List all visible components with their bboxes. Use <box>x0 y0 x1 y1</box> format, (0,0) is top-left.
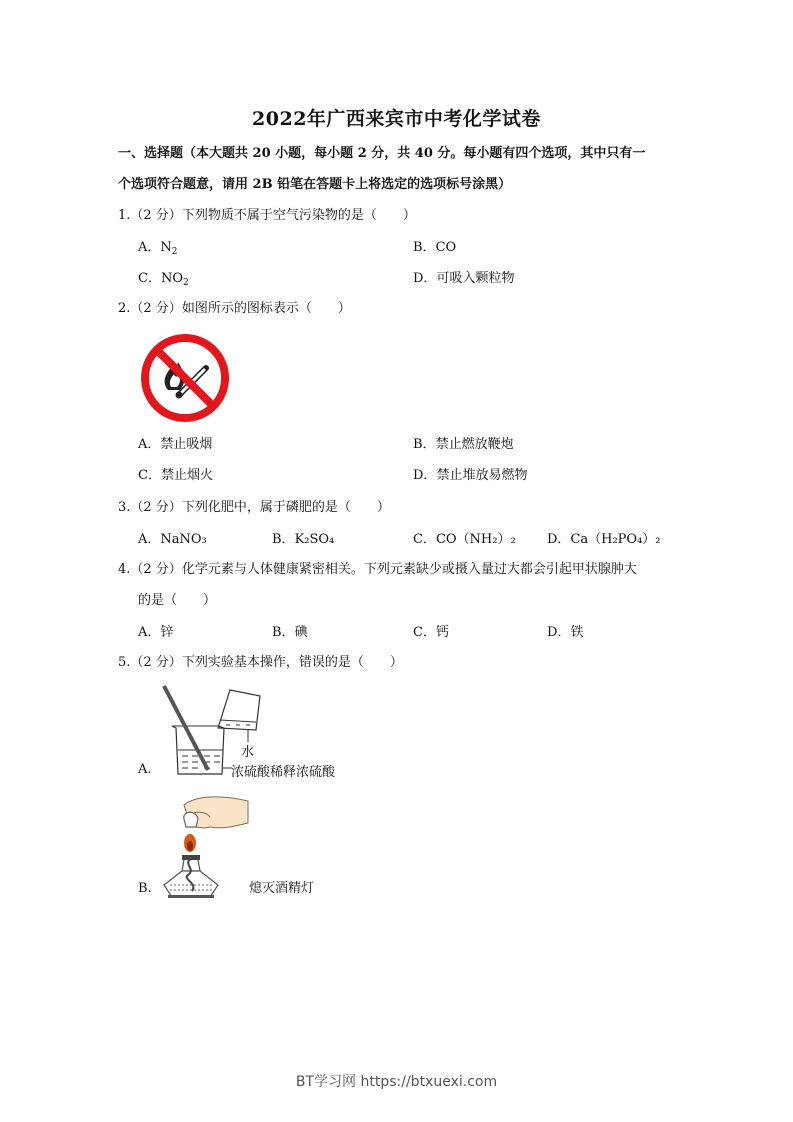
page-title: 2022年广西来宾市中考化学试卷 <box>252 108 541 130</box>
question-score: （2 分） <box>130 301 182 316</box>
option-label: C． <box>413 625 436 640</box>
option-caption: 稀释浓硫酸 <box>270 765 336 780</box>
option-label: A． <box>138 532 161 547</box>
option-text: K₂SO₄ <box>294 532 335 547</box>
option-label: D． <box>547 625 571 640</box>
option-text: NO <box>160 271 183 286</box>
option-text: 钙 <box>435 625 449 640</box>
q4-option-d <box>547 625 583 641</box>
q1-option-b <box>413 240 456 256</box>
option-text: N <box>160 240 172 255</box>
q3-option-c <box>413 532 516 548</box>
acid-label-text: 浓硫酸 <box>231 765 271 780</box>
option-text: 禁止吸烟 <box>160 437 213 452</box>
option-caption: 熄灭酒精灯 <box>249 881 315 896</box>
option-label: D． <box>413 271 437 286</box>
q5-option-b-label: B. <box>138 881 152 896</box>
option-label: D． <box>413 468 437 483</box>
option-text: 禁止堆放易燃物 <box>436 468 528 483</box>
section-header-count: 20 <box>252 146 271 161</box>
option-text: 禁止燃放鞭炮 <box>435 437 514 452</box>
footer-watermark: BT学习网 https://btxuexi.com <box>295 1074 498 1090</box>
q2-option-b <box>413 437 514 453</box>
option-subscript: 2 <box>183 278 189 288</box>
option-label: C． <box>413 532 436 547</box>
question-score: （2 分） <box>130 500 182 515</box>
section-header-pencil: 2B <box>252 177 273 192</box>
q3-option-d <box>547 532 661 548</box>
option-label: C． <box>138 271 161 286</box>
option-label: B． <box>413 240 436 255</box>
question-2-stem <box>118 301 351 317</box>
question-1-stem <box>118 208 416 224</box>
option-label: C． <box>138 468 161 483</box>
option-text: 铁 <box>570 625 584 640</box>
q2-option-c <box>138 468 213 484</box>
section-header-text: 个选项符合题意，请用 <box>118 177 253 192</box>
option-label: B． <box>413 437 436 452</box>
question-3-stem <box>118 500 390 516</box>
question-score: （2 分） <box>130 208 182 223</box>
option-text: 可吸入颗粒物 <box>436 271 515 286</box>
extinguish-alcohol-lamp-diagram <box>162 793 252 898</box>
section-header-text: 分，共 <box>366 146 415 161</box>
option-label: A． <box>138 437 161 452</box>
section-header-line2 <box>118 177 511 193</box>
option-label: B． <box>272 532 295 547</box>
section-header-points-each: 2 <box>357 146 367 161</box>
q2-option-a <box>138 437 212 453</box>
q3-option-b <box>272 532 334 548</box>
q1-option-c <box>138 271 189 287</box>
q2-option-d <box>413 468 527 484</box>
option-label: D． <box>547 532 571 547</box>
question-text: 下列物质不属于空气污染物的是（ ） <box>181 208 416 223</box>
question-5-stem <box>118 655 403 671</box>
option-text: 碘 <box>294 625 308 640</box>
question-text: 如图所示的图标表示（ ） <box>181 301 351 316</box>
option-subscript: 2 <box>171 247 178 257</box>
option-label: A． <box>138 240 161 255</box>
question-number: 4. <box>118 562 131 577</box>
question-text: 下列化肥中，属于磷肥的是（ ） <box>181 500 390 515</box>
option-text: NaNO₃ <box>160 532 207 547</box>
option-text: CO（NH₂）₂ <box>435 532 516 547</box>
option-text: 禁止烟火 <box>160 468 213 483</box>
water-label: 水 <box>241 745 255 760</box>
q5-option-a-label: A. <box>138 762 152 777</box>
q4-option-a <box>138 625 173 641</box>
section-header-total: 40 <box>414 146 433 161</box>
q1-option-a <box>138 240 178 256</box>
q4-option-b <box>272 625 308 641</box>
option-label: B． <box>272 625 295 640</box>
q3-option-a <box>138 532 207 548</box>
question-text: 化学元素与人体健康紧密相关。下列元素缺少或摄入量过大都会引起甲状腺肿大 <box>181 562 637 577</box>
section-header-text: 铅笔在答题卡上将选定的选项标号涂黑） <box>272 177 512 192</box>
q4-option-c <box>413 625 449 641</box>
question-score: （2 分） <box>130 655 182 670</box>
no-open-flame-sign-icon <box>138 332 232 424</box>
question-4-stem <box>118 562 637 578</box>
acid-label <box>231 761 335 780</box>
question-number: 1. <box>118 208 131 223</box>
question-score: （2 分） <box>130 562 182 577</box>
section-header-text: 分。每小题有四个选项，其中只有一 <box>432 146 646 161</box>
question-number: 2. <box>118 301 131 316</box>
option-text: 锌 <box>160 625 174 640</box>
question-number: 3. <box>118 500 131 515</box>
question-text: 下列实验基本操作，错误的是（ ） <box>181 655 403 670</box>
option-label: A． <box>138 625 161 640</box>
section-header-line1 <box>118 146 645 162</box>
question-number: 5. <box>118 655 131 670</box>
option-text: Ca（H₂PO₄）₂ <box>570 532 661 547</box>
question-4-stem-cont: 的是（ ） <box>138 593 217 608</box>
option-text: CO <box>435 240 457 255</box>
section-header-text: 小题，每小题 <box>270 146 358 161</box>
q1-option-d <box>413 271 514 287</box>
section-header-text: 一、选择题（本大题共 <box>118 146 253 161</box>
